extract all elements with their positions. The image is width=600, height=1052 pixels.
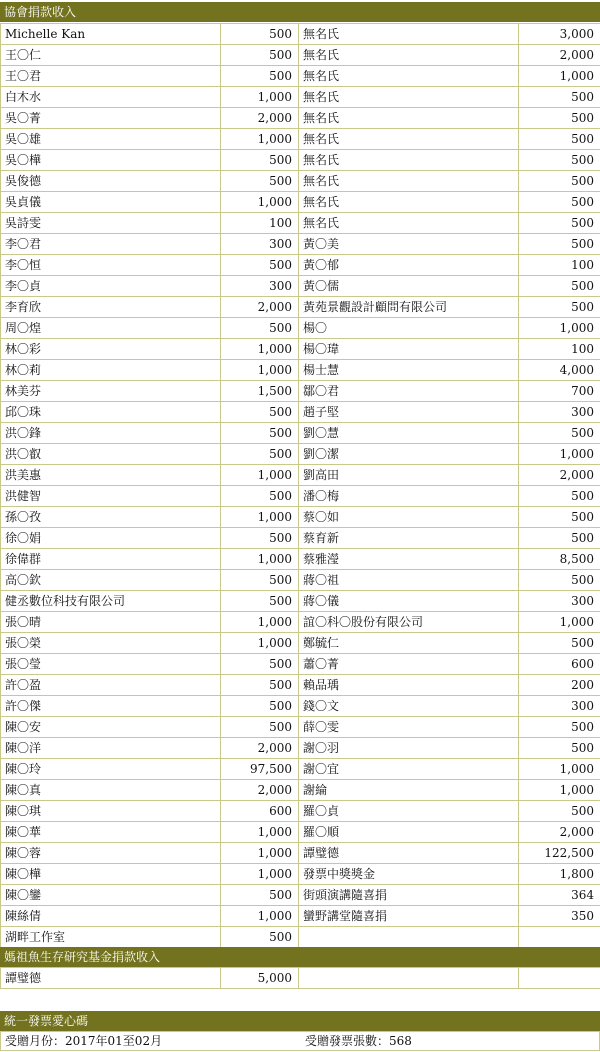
donation-amount-cell: 500 — [221, 423, 299, 444]
donation-row — [1, 192, 600, 213]
donation-amount-cell: 500 — [221, 696, 299, 717]
donation-row — [1, 423, 600, 444]
donor-name-cell: 無名氏 — [299, 45, 519, 66]
donor-name-cell: 孫〇孜 — [1, 507, 221, 528]
donor-name-cell: 陳〇琪 — [1, 801, 221, 822]
donation-amount-cell: 4,000 — [519, 360, 600, 381]
donation-amount-cell: 500 — [221, 150, 299, 171]
donation-amount-cell: 1,000 — [221, 906, 299, 927]
donation-amount-cell: 500 — [519, 87, 600, 108]
donor-name-cell: 楊〇 — [299, 318, 519, 339]
donation-amount-cell: 500 — [519, 129, 600, 150]
donor-name-cell: 林〇莉 — [1, 360, 221, 381]
donation-amount-cell: 100 — [519, 255, 600, 276]
donation-row — [1, 822, 600, 843]
donation-amount-cell: 500 — [519, 213, 600, 234]
donation-amount-cell: 500 — [221, 24, 299, 45]
donation-row — [1, 213, 600, 234]
donation-amount-cell: 1,000 — [221, 843, 299, 864]
donation-amount-cell: 500 — [519, 570, 600, 591]
donation-row — [1, 255, 600, 276]
donation-row — [1, 486, 600, 507]
donor-name-cell: 陳〇樺 — [1, 864, 221, 885]
donation-row — [1, 318, 600, 339]
donor-name-cell: 潘〇梅 — [299, 486, 519, 507]
donor-name-cell: 無名氏 — [299, 24, 519, 45]
donor-name-cell: 陳〇安 — [1, 717, 221, 738]
donation-row — [1, 717, 600, 738]
donation-row — [1, 24, 600, 45]
donation-amount-cell: 500 — [519, 507, 600, 528]
donor-name-cell: 張〇晴 — [1, 612, 221, 633]
donation-row — [1, 66, 600, 87]
donation-row — [1, 906, 600, 927]
donation-amount-cell: 500 — [519, 108, 600, 129]
donation-amount-cell: 1,000 — [221, 822, 299, 843]
donor-name-cell: 錢〇文 — [299, 696, 519, 717]
donation-amount-cell: 1,000 — [221, 192, 299, 213]
donor-name-cell: 楊士慧 — [299, 360, 519, 381]
donation-amount-cell: 1,000 — [221, 465, 299, 486]
donation-amount-cell: 200 — [519, 675, 600, 696]
donor-name-cell: 無名氏 — [299, 213, 519, 234]
donor-name-cell: 陳〇玲 — [1, 759, 221, 780]
donor-name-cell: 陳〇真 — [1, 780, 221, 801]
donor-name-cell: 洪〇鋒 — [1, 423, 221, 444]
donation-row — [1, 234, 600, 255]
donation-amount-cell: 500 — [221, 927, 299, 948]
donation-row — [1, 276, 600, 297]
donation-row — [1, 360, 600, 381]
donation-amount-cell: 2,000 — [519, 822, 600, 843]
donor-name-cell: 高〇欽 — [1, 570, 221, 591]
donor-name-cell: 洪〇叡 — [1, 444, 221, 465]
donor-name-cell: 白木水 — [1, 87, 221, 108]
donation-row — [1, 507, 600, 528]
donation-row — [1, 885, 600, 906]
donor-name-cell: 譚璧德 — [1, 968, 221, 989]
donor-name-cell: 吳〇雄 — [1, 129, 221, 150]
donation-amount-cell: 300 — [519, 696, 600, 717]
donor-name-cell: 無名氏 — [299, 129, 519, 150]
donation-amount-cell: 500 — [519, 738, 600, 759]
donation-amount-cell: 500 — [519, 171, 600, 192]
donation-amount-cell: 500 — [519, 717, 600, 738]
donation-row — [1, 108, 600, 129]
donation-row — [1, 381, 600, 402]
donation-amount-cell: 500 — [221, 171, 299, 192]
donation-amount-cell: 500 — [519, 297, 600, 318]
donation-amount-cell: 500 — [221, 318, 299, 339]
donor-name-cell: 李〇貞 — [1, 276, 221, 297]
donation-row — [1, 633, 600, 654]
donor-name-cell: 劉〇慧 — [299, 423, 519, 444]
donor-name-cell: 趙子堅 — [299, 402, 519, 423]
invoice-info-row — [0, 1031, 600, 1051]
donor-name-cell: 蠻野講堂隨喜捐 — [299, 906, 519, 927]
donation-row — [1, 171, 600, 192]
research-fund-section-header: 媽祖魚生存研究基金捐款收入 — [0, 947, 600, 967]
donor-name-cell: 陳絲倩 — [1, 906, 221, 927]
donor-name-cell: 謝〇羽 — [299, 738, 519, 759]
donation-amount-cell: 5,000 — [221, 968, 299, 989]
donation-amount-cell: 100 — [519, 339, 600, 360]
donor-name-cell: 吳詩雯 — [1, 213, 221, 234]
donation-amount-cell: 1,000 — [221, 549, 299, 570]
donor-name-cell: 蔣〇祖 — [299, 570, 519, 591]
donor-name-cell: 誼〇科〇股份有限公司 — [299, 612, 519, 633]
donation-row — [1, 402, 600, 423]
donor-name-cell: 鄭毓仁 — [299, 633, 519, 654]
donation-amount-cell: 100 — [221, 213, 299, 234]
donation-amount-cell: 122,500 — [519, 843, 600, 864]
donation-amount-cell: 364 — [519, 885, 600, 906]
donor-name-cell: 黃苑景觀設計顧問有限公司 — [299, 297, 519, 318]
donation-row — [1, 675, 600, 696]
donation-amount-cell: 2,000 — [519, 465, 600, 486]
donor-name-cell: 羅〇貞 — [299, 801, 519, 822]
donor-name-cell: 羅〇順 — [299, 822, 519, 843]
donation-row — [1, 801, 600, 822]
donor-name-cell: 劉高田 — [299, 465, 519, 486]
donation-amount-cell: 350 — [519, 906, 600, 927]
donation-amount-cell: 8,500 — [519, 549, 600, 570]
donor-name-cell: 謝〇宜 — [299, 759, 519, 780]
donor-name-cell: 無名氏 — [299, 192, 519, 213]
donation-amount-cell — [519, 927, 600, 948]
donor-name-cell: 謝綸 — [299, 780, 519, 801]
donation-amount-cell: 500 — [221, 591, 299, 612]
donor-name-cell: 陳〇洋 — [1, 738, 221, 759]
donor-name-cell: 無名氏 — [299, 87, 519, 108]
donations-table — [0, 23, 600, 948]
donation-amount-cell: 300 — [221, 276, 299, 297]
donor-name-cell: 吳俊德 — [1, 171, 221, 192]
donation-row — [1, 465, 600, 486]
donation-amount-cell: 1,000 — [221, 507, 299, 528]
donor-name-cell: 楊〇瑋 — [299, 339, 519, 360]
donor-name-cell: 洪健智 — [1, 486, 221, 507]
donation-amount-cell: 2,000 — [221, 108, 299, 129]
donation-row — [1, 549, 600, 570]
donation-amount-cell: 1,000 — [221, 87, 299, 108]
donation-amount-cell: 500 — [519, 150, 600, 171]
donor-name-cell: 鄒〇君 — [299, 381, 519, 402]
donation-amount-cell: 1,000 — [519, 66, 600, 87]
donation-amount-cell: 1,000 — [221, 864, 299, 885]
donor-name-cell: 徐偉群 — [1, 549, 221, 570]
donation-amount-cell: 500 — [221, 255, 299, 276]
donor-name-cell: 許〇傑 — [1, 696, 221, 717]
donation-amount-cell: 1,000 — [519, 612, 600, 633]
donation-amount-cell: 1,000 — [519, 444, 600, 465]
donation-amount-cell: 2,000 — [519, 45, 600, 66]
donor-name-cell: 陳〇華 — [1, 822, 221, 843]
donation-amount-cell: 500 — [221, 654, 299, 675]
invoice-section-header: 統一發票愛心碼 — [0, 1011, 600, 1031]
donation-row — [1, 570, 600, 591]
donation-amount-cell: 1,000 — [221, 612, 299, 633]
research-fund-table — [0, 967, 600, 989]
donation-amount-cell: 500 — [519, 276, 600, 297]
donor-name-cell: 湖畔工作室 — [1, 927, 221, 948]
donation-amount-cell: 1,000 — [221, 339, 299, 360]
donor-name-cell: 陳〇鑾 — [1, 885, 221, 906]
donation-row — [1, 780, 600, 801]
donation-amount-cell: 300 — [519, 591, 600, 612]
donation-amount-cell: 1,000 — [519, 759, 600, 780]
invoice-month-label: 受贈月份：2017年01至02月 — [5, 1034, 163, 1048]
donor-name-cell: 街頭演講隨喜捐 — [299, 885, 519, 906]
donations-section-header: 協會捐款收入 — [0, 2, 600, 22]
donor-name-cell: 無名氏 — [299, 108, 519, 129]
donor-name-cell: 無名氏 — [299, 66, 519, 87]
donation-amount-cell: 500 — [221, 885, 299, 906]
donation-row — [1, 864, 600, 885]
donor-name-cell: 無名氏 — [299, 171, 519, 192]
donation-amount-cell: 700 — [519, 381, 600, 402]
donation-row — [1, 738, 600, 759]
research-donation-row — [1, 968, 600, 989]
donor-name-cell: 吳〇菁 — [1, 108, 221, 129]
donor-name-cell — [299, 968, 519, 989]
donor-name-cell: 賴品瑀 — [299, 675, 519, 696]
donor-name-cell: 邱〇珠 — [1, 402, 221, 423]
donation-amount-cell: 2,000 — [221, 780, 299, 801]
invoice-count-label: 受贈發票張數：568 — [305, 1034, 412, 1048]
donor-name-cell: 徐〇娟 — [1, 528, 221, 549]
donation-row — [1, 843, 600, 864]
donation-amount-cell: 500 — [519, 234, 600, 255]
donation-amount-cell: 1,000 — [221, 360, 299, 381]
donor-name-cell: 林〇彩 — [1, 339, 221, 360]
donor-name-cell: 王〇君 — [1, 66, 221, 87]
donation-amount-cell: 1,000 — [221, 633, 299, 654]
donation-row — [1, 45, 600, 66]
donor-name-cell: 黃〇美 — [299, 234, 519, 255]
donation-row — [1, 696, 600, 717]
donation-amount-cell: 500 — [221, 66, 299, 87]
donation-amount-cell: 300 — [519, 402, 600, 423]
donation-amount-cell: 2,000 — [221, 297, 299, 318]
donation-amount-cell: 500 — [519, 423, 600, 444]
donation-amount-cell: 3,000 — [519, 24, 600, 45]
donation-amount-cell: 500 — [221, 402, 299, 423]
donor-name-cell: 李育欣 — [1, 297, 221, 318]
donor-name-cell: 蔡雅瀅 — [299, 549, 519, 570]
donor-name-cell: 李〇恒 — [1, 255, 221, 276]
donor-name-cell: 黃〇儒 — [299, 276, 519, 297]
donor-name-cell: 王〇仁 — [1, 45, 221, 66]
donation-amount-cell: 600 — [519, 654, 600, 675]
donor-name-cell: 黃〇郁 — [299, 255, 519, 276]
donation-row — [1, 129, 600, 150]
donation-row — [1, 150, 600, 171]
donor-name-cell: Michelle Kan — [1, 24, 221, 45]
donation-row — [1, 654, 600, 675]
donor-name-cell: 蔡育新 — [299, 528, 519, 549]
donor-name-cell: 蕭〇菁 — [299, 654, 519, 675]
donation-amount-cell: 1,800 — [519, 864, 600, 885]
donation-row — [1, 339, 600, 360]
donation-amount-cell: 1,000 — [221, 129, 299, 150]
donation-row — [1, 528, 600, 549]
donation-amount-cell: 1,000 — [519, 318, 600, 339]
donation-row — [1, 87, 600, 108]
donor-name-cell: 洪美惠 — [1, 465, 221, 486]
donation-amount-cell: 1,000 — [519, 780, 600, 801]
donation-row — [1, 297, 600, 318]
donor-name-cell: 周〇煌 — [1, 318, 221, 339]
donation-amount-cell: 97,500 — [221, 759, 299, 780]
donor-name-cell: 無名氏 — [299, 150, 519, 171]
donation-amount-cell: 500 — [221, 570, 299, 591]
donation-amount-cell: 500 — [221, 675, 299, 696]
donation-amount-cell: 500 — [519, 486, 600, 507]
donor-name-cell: 許〇盈 — [1, 675, 221, 696]
donation-amount-cell: 500 — [221, 486, 299, 507]
donor-name-cell: 李〇君 — [1, 234, 221, 255]
donor-name-cell: 劉〇潔 — [299, 444, 519, 465]
donation-amount-cell — [519, 968, 600, 989]
donor-name-cell: 蔣〇儀 — [299, 591, 519, 612]
donation-amount-cell: 500 — [221, 528, 299, 549]
donation-amount-cell: 500 — [221, 444, 299, 465]
donation-amount-cell: 500 — [519, 528, 600, 549]
donation-amount-cell: 600 — [221, 801, 299, 822]
donor-name-cell: 蔡〇如 — [299, 507, 519, 528]
donation-amount-cell: 500 — [519, 633, 600, 654]
donation-row — [1, 927, 600, 948]
donor-name-cell: 林美芬 — [1, 381, 221, 402]
donation-amount-cell: 500 — [221, 717, 299, 738]
donor-name-cell: 譚璧德 — [299, 843, 519, 864]
donation-row — [1, 612, 600, 633]
donation-amount-cell: 2,000 — [221, 738, 299, 759]
donor-name-cell: 發票中獎獎金 — [299, 864, 519, 885]
donation-amount-cell: 500 — [519, 192, 600, 213]
donor-name-cell: 健丞數位科技有限公司 — [1, 591, 221, 612]
donor-name-cell: 薛〇雯 — [299, 717, 519, 738]
donor-name-cell: 陳〇蓉 — [1, 843, 221, 864]
donation-amount-cell: 1,500 — [221, 381, 299, 402]
donation-row — [1, 759, 600, 780]
donation-amount-cell: 300 — [221, 234, 299, 255]
donor-name-cell: 張〇瑩 — [1, 654, 221, 675]
donation-row — [1, 591, 600, 612]
donor-name-cell — [299, 927, 519, 948]
donation-row — [1, 444, 600, 465]
donation-amount-cell: 500 — [221, 45, 299, 66]
donation-amount-cell: 500 — [519, 801, 600, 822]
donor-name-cell: 吳〇樺 — [1, 150, 221, 171]
donor-name-cell: 張〇榮 — [1, 633, 221, 654]
donor-name-cell: 吳貞儀 — [1, 192, 221, 213]
